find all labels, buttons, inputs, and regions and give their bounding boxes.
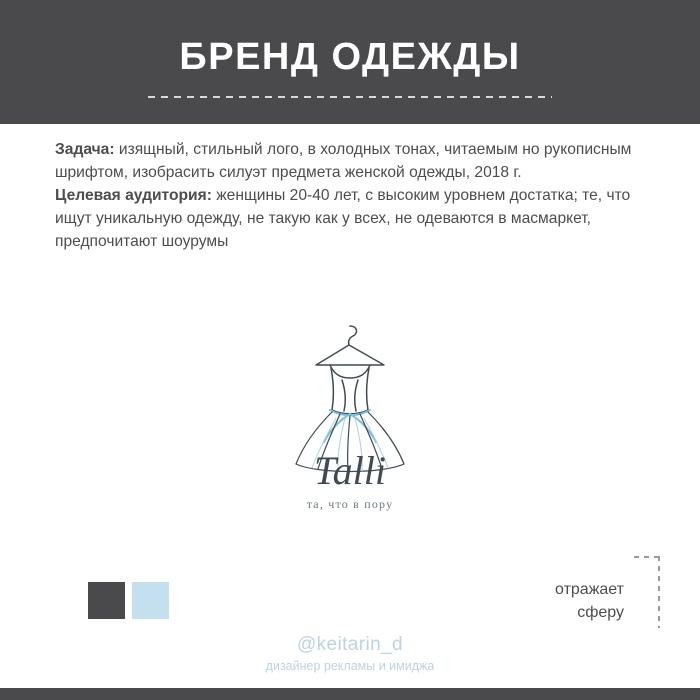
- logo-tagline: та, что в пору: [306, 497, 394, 511]
- color-palette: [88, 582, 169, 619]
- task-text: изящный, стильный лого, в холодных тонах, читаемым но рукописным шрифтом, изобрасить силуэт предмета женской одежды, 2018 г.: [55, 141, 632, 181]
- bracket-side-edge: [658, 556, 660, 628]
- watermark-handle: @keitarin_d: [296, 634, 404, 655]
- page-title: БРЕНД ОДЕЖДЫ: [179, 36, 521, 78]
- caption-text: [484, 578, 624, 624]
- watermark-subtitle: дизайнер рекламы и имиджа: [265, 659, 435, 673]
- light-blue-swatch: [132, 582, 169, 619]
- watermark: [0, 634, 700, 673]
- audience-label: Целевая аудитория:: [55, 186, 212, 204]
- caption-line-2: сферу: [577, 604, 624, 622]
- brief-text-block: [55, 139, 651, 254]
- logo-block: [0, 318, 700, 512]
- dress-on-hanger-illustration: [260, 318, 440, 493]
- logo-wordmark: Talli: [314, 448, 386, 493]
- audience-text: женщины 20-40 лет, с высоким уровнем достатка; те, что ищут уникальную одежду, не такую как у всех, не одеваются в масмаркет, предпочитают шоурумы: [55, 186, 631, 250]
- dark-gray-swatch: [88, 582, 125, 619]
- dashed-divider: [148, 96, 552, 98]
- dashed-corner-bracket: [634, 556, 660, 628]
- task-paragraph: [55, 139, 651, 185]
- header-banner: [0, 0, 700, 124]
- task-label: Задача:: [55, 141, 115, 158]
- audience-paragraph: [55, 185, 651, 254]
- bracket-top-edge: [634, 556, 660, 558]
- footer-bar: [0, 688, 700, 700]
- caption-line-1: отражает: [555, 581, 624, 598]
